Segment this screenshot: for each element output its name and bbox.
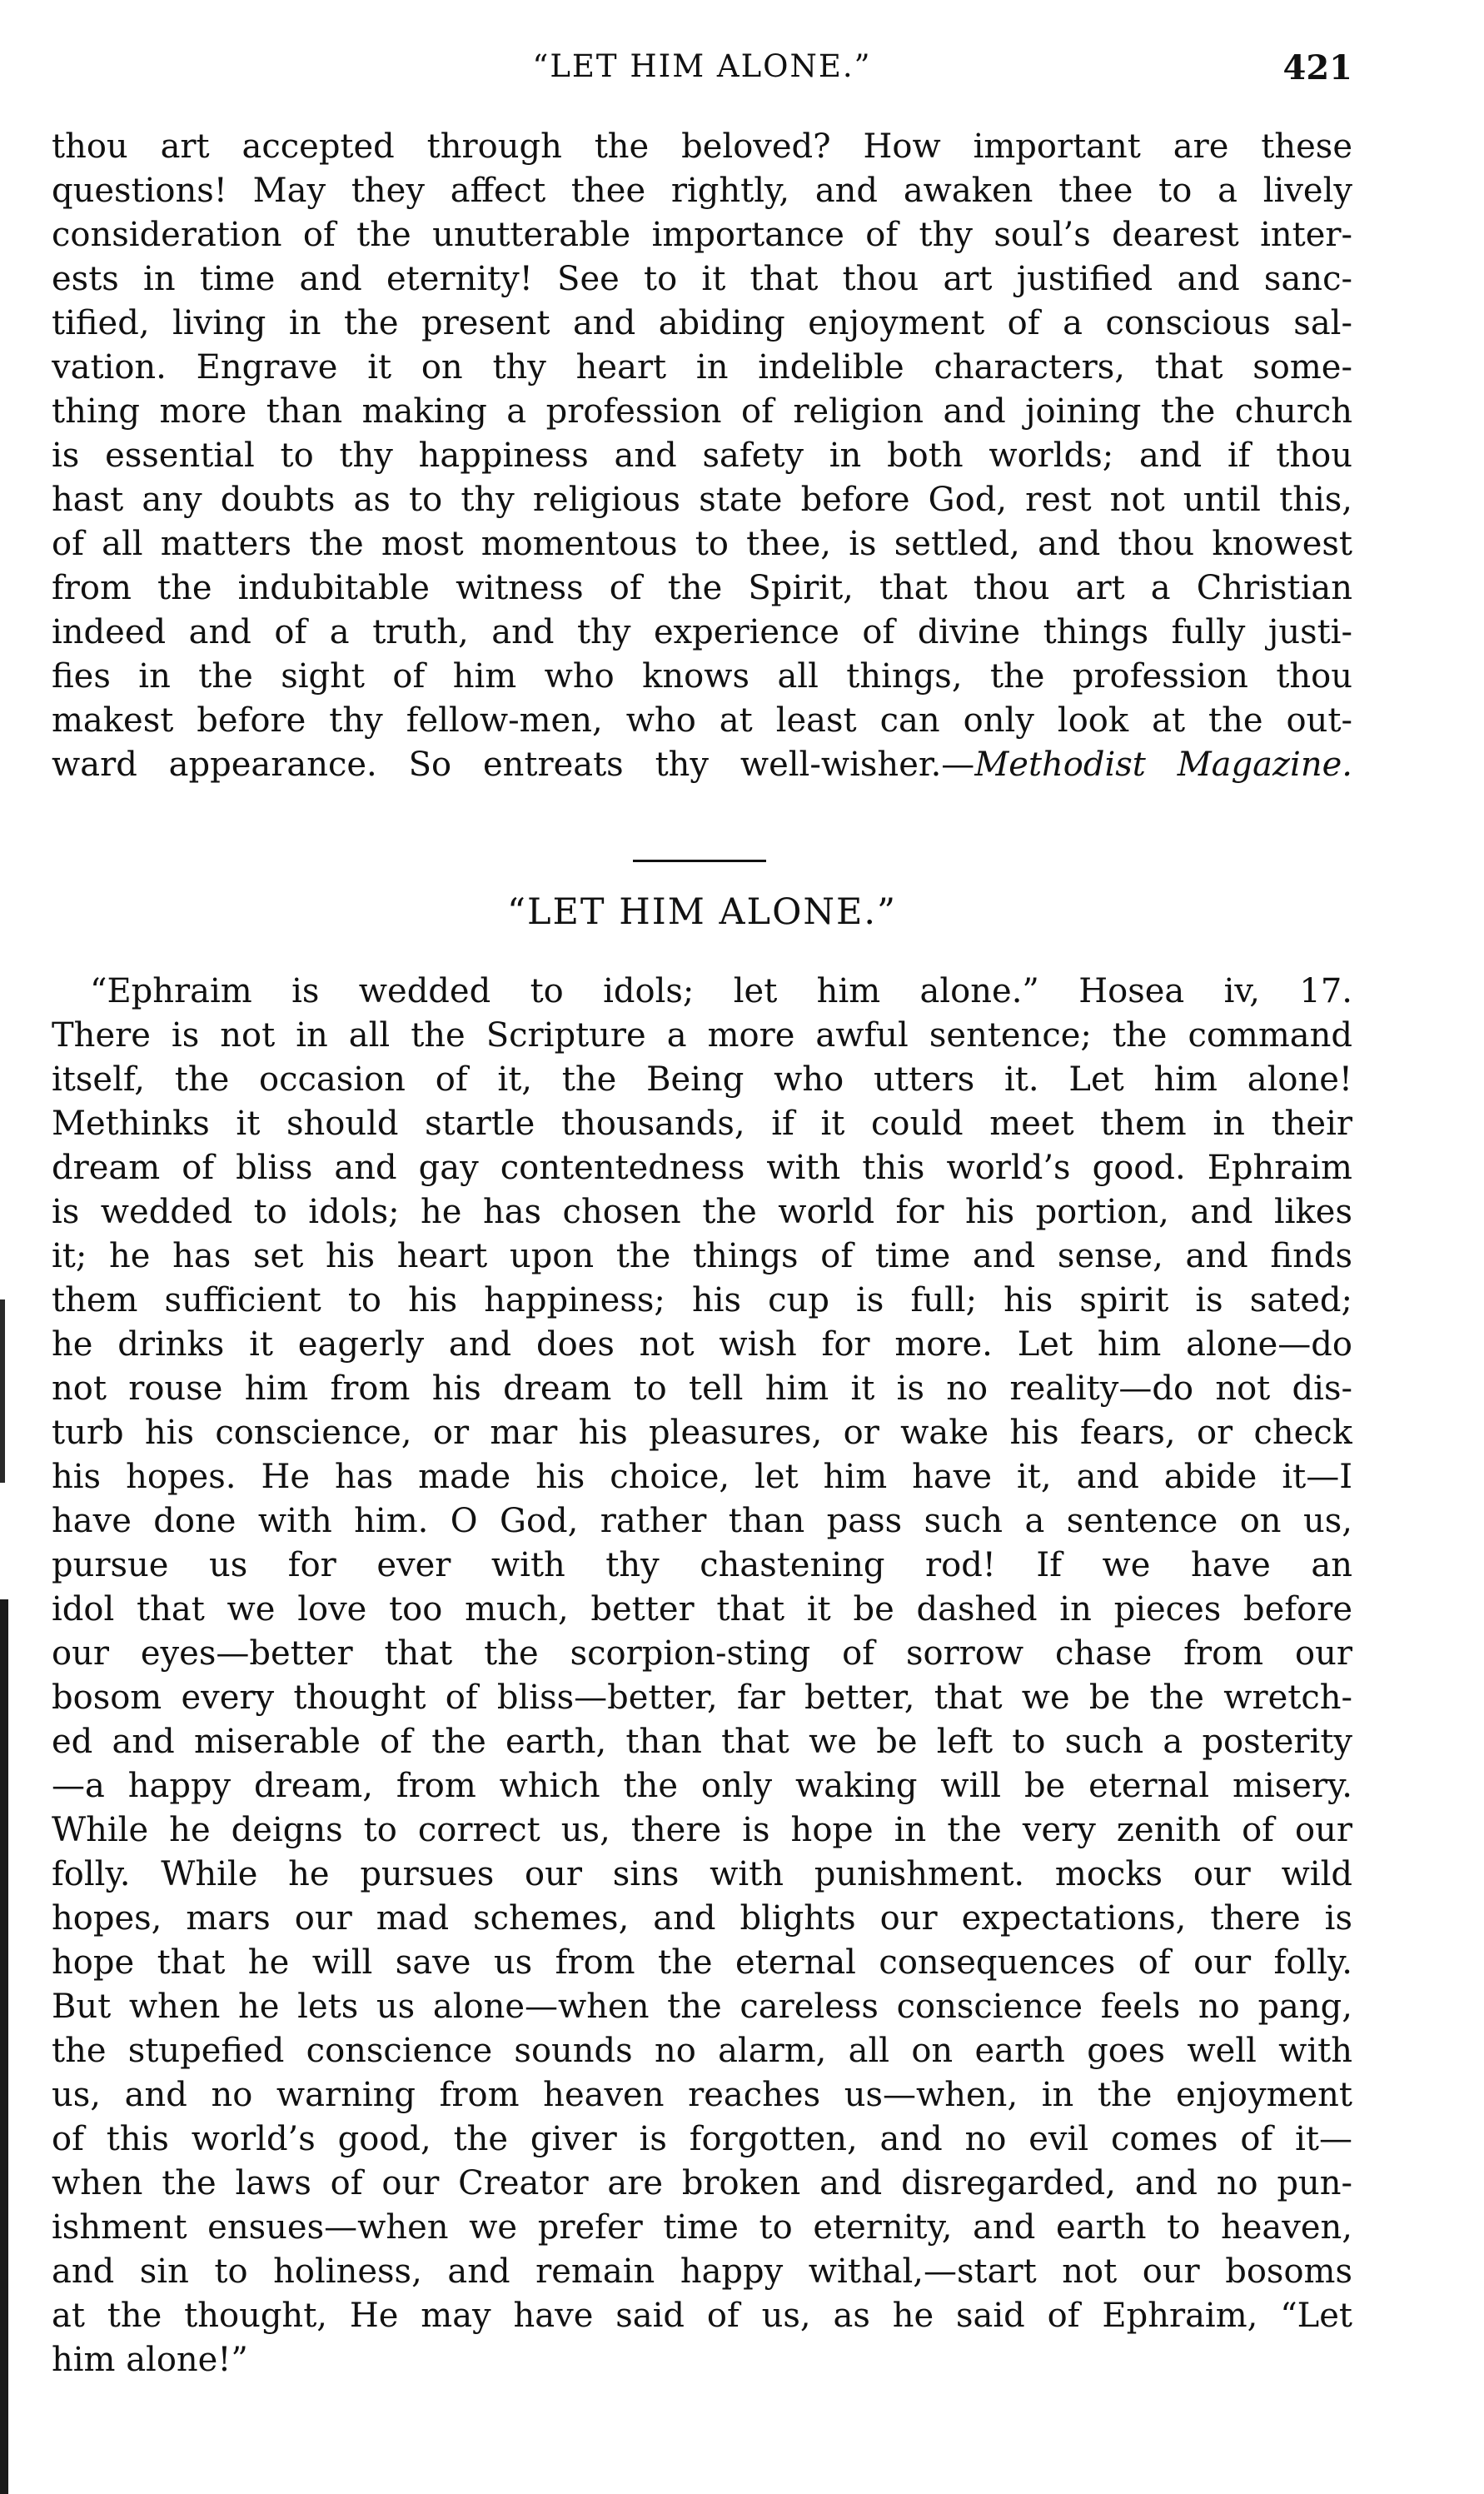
text-line: of all matters the most momentous to thee, is settled, and thou knowest [52, 525, 1352, 563]
text-line: While he deigns to correct us, there is hope in the very zenith of our [52, 1811, 1352, 1849]
text-line: from the indubitable witness of the Spirit, that thou art a Christian [52, 569, 1352, 607]
text-line: dream of bliss and gay contentedness with this world’s good. Ephraim [52, 1149, 1352, 1187]
text-line: Methinks it should startle thousands, if it could meet them in their [52, 1105, 1352, 1143]
source-attribution: Methodist Magazine. [974, 746, 1352, 784]
continuation-paragraph [52, 125, 1352, 787]
text-line: pursue us for ever with thy chastening rod! If we have an [52, 1546, 1352, 1584]
text-line: But when he lets us alone—when the careless conscience feels no pang, [52, 1988, 1352, 2026]
text-line: —a happy dream, from which the only waking will be eternal misery. [52, 1767, 1352, 1805]
text-line: and sin to holiness, and remain happy withal,—start not our bosoms [52, 2252, 1352, 2291]
text-line: vation. Engrave it on thy heart in indelible characters, that some- [52, 348, 1352, 387]
article-paragraph [52, 970, 1352, 2382]
running-head [52, 48, 1352, 98]
section-divider-rule [633, 860, 766, 862]
text-line: at the thought, He may have said of us, as he said of Ephraim, “Let [52, 2297, 1352, 2335]
text-line: thou art accepted through the beloved? How important are these [52, 127, 1352, 166]
text-line: fies in the sight of him who knows all things, the profession thou [52, 657, 1352, 696]
text-line-final: him alone!” [52, 2341, 248, 2379]
text-line: ests in time and eternity! See to it that thou art justified and sanc- [52, 260, 1352, 298]
text-line: itself, the occasion of it, the Being who utters it. Let him alone! [52, 1060, 1352, 1099]
text-line: folly. While he pursues our sins with punishment. mocks our wild [52, 1855, 1352, 1893]
final-line-text: ward appearance. So entreats thy well-wisher.— [52, 746, 975, 784]
text-line: ed and miserable of the earth, than that we be left to such a posterity [52, 1723, 1352, 1761]
text-line: have done with him. O God, rather than pass such a sentence on us, [52, 1502, 1352, 1540]
binding-edge-shadow [0, 1599, 8, 2494]
text-line: of this world’s good, the giver is forgotten, and no evil comes of it— [52, 2120, 1352, 2158]
text-line: when the laws of our Creator are broken and disregarded, and no pun- [52, 2164, 1352, 2202]
text-line: he drinks it eagerly and does not wish for more. Let him alone—do [52, 1325, 1352, 1364]
text-line: hope that he will save us from the eternal consequences of our folly. [52, 1943, 1352, 1982]
text-line-final [52, 743, 1352, 787]
text-line: idol that we love too much, better that it be dashed in pieces before [52, 1590, 1352, 1629]
running-title: “LET HIM ALONE.” [532, 48, 872, 84]
text-line: it; he has set his heart upon the things of time and sense, and finds [52, 1237, 1352, 1275]
text-line: “Ephraim is wedded to idols; let him alone.” Hosea iv, 17. [90, 972, 1352, 1010]
text-line: is wedded to idols; he has chosen the world for his portion, and likes [52, 1193, 1352, 1231]
binding-edge-shadow [0, 1299, 5, 1483]
text-line: is essential to thy happiness and safety in both worlds; and if thou [52, 436, 1352, 475]
text-line: questions! May they affect thee rightly, and awaken thee to a lively [52, 172, 1352, 210]
text-line: our eyes—better that the scorpion-sting of sorrow chase from our [52, 1634, 1352, 1673]
text-line: hast any doubts as to thy religious state before God, rest not until this, [52, 481, 1352, 519]
text-line: makest before thy fellow-men, who at least can only look at the out- [52, 701, 1352, 740]
text-line: the stupefied conscience sounds no alarm, all on earth goes well with [52, 2032, 1352, 2070]
text-line: us, and no warning from heaven reaches us—when, in the enjoyment [52, 2076, 1352, 2114]
text-line: indeed and of a truth, and thy experience of divine things fully justi- [52, 613, 1352, 651]
article-title: “LET HIM ALONE.” [507, 891, 897, 933]
text-line: There is not in all the Scripture a more awful sentence; the command [52, 1016, 1352, 1055]
text-line: tified, living in the present and abiding enjoyment of a conscious sal- [52, 304, 1352, 342]
text-line: them sufficient to his happiness; his cup is full; his spirit is sated; [52, 1281, 1352, 1319]
page-number: 421 [1282, 48, 1352, 87]
text-line: consideration of the unutterable importance of thy soul’s dearest inter- [52, 216, 1352, 254]
text-line: not rouse him from his dream to tell him it is no reality—do not dis- [52, 1369, 1352, 1408]
text-line: hopes, mars our mad schemes, and blights our expectations, there is [52, 1899, 1352, 1938]
text-line: bosom every thought of bliss—better, far better, that we be the wretch- [52, 1678, 1352, 1717]
text-line: his hopes. He has made his choice, let him have it, and abide it—I [52, 1458, 1352, 1496]
text-line: thing more than making a profession of religion and joining the church [52, 392, 1352, 431]
text-line: ishment ensues—when we prefer time to eternity, and earth to heaven, [52, 2208, 1352, 2247]
text-line: turb his conscience, or mar his pleasures, or wake his fears, or check [52, 1414, 1352, 1452]
